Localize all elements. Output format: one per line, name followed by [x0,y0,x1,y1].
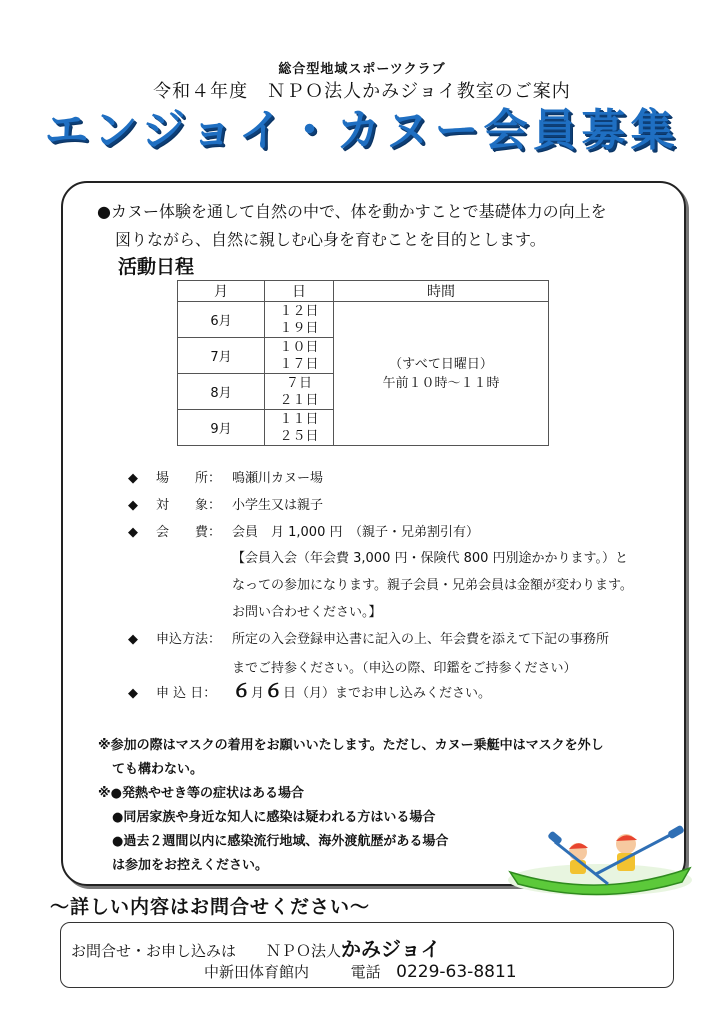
table-header-row [178,281,549,302]
notice-line: ●過去２週間以内に感染流行地域、海外渡航歴がある場合 [112,834,449,849]
header-day: 日 [265,281,334,302]
month-cell: 8月 [178,374,265,410]
deadline-day: ６ [264,680,284,702]
diamond-bullet-icon: ◆ [128,498,138,513]
time-note: （すべて日曜日） [389,356,493,372]
deadline-rest: 日（月）までお申し込みください。 [283,686,492,701]
time-range: 午前１０時～１１時 [382,375,500,391]
month-cell: 9月 [178,410,265,446]
header-time: 時間 [334,281,549,302]
fee-note [232,545,672,626]
diamond-bullet-icon: ◆ [128,471,138,486]
apply-label: 申込方法： [156,632,222,647]
deadline-month: ６ [232,680,252,702]
notice-line: ●同居家族や身近な知人に感染は疑われる方はいる場合 [112,810,436,825]
time-cell [334,302,549,446]
day-value: １２日 [279,303,319,319]
days-cell [265,302,334,338]
day-value: １９日 [279,320,319,336]
fee-row [128,524,479,542]
diamond-bullet-icon: ◆ [128,525,138,540]
deadline-month-unit: 月 [251,686,265,701]
day-value: １０日 [279,339,319,355]
month-cell: 6月 [178,302,265,338]
day-value: ２５日 [279,428,319,444]
place-row [128,470,323,488]
phone-label: 電話 [350,963,381,981]
contact-line-1 [71,933,441,962]
schedule-title: 活動日程 [118,256,195,278]
header-month: 月 [178,281,265,302]
days-cell [265,410,334,446]
contact-heading: ～詳しい内容はお問合せください～ [50,896,371,918]
fee-value: 会員 月 1,000 円 （親子・兄弟割引有） [232,525,479,540]
day-value: １１日 [279,411,319,427]
day-value: ２１日 [279,392,319,408]
diamond-bullet-icon: ◆ [128,686,138,701]
contact-box [60,922,674,988]
page-title: エンジョイ・カヌー会員募集 [44,105,680,156]
club-name: 総合型地域スポーツクラブ [278,62,446,77]
brand-name: かみジョイ [341,937,441,961]
schedule-table [177,280,549,446]
day-value: ７日 [285,375,312,391]
target-row [128,497,323,515]
apply-continued: までご持参ください。（申込の際、印鑑をご持参ください） [232,661,577,676]
place-label: 場 所： [156,471,222,486]
apply-row [128,631,609,649]
phone-number: 0229-63-8811 [396,962,517,982]
notice-line: は参加をお控えください。 [112,858,269,873]
contact-line-2 [204,961,517,982]
canoe-illustration-icon [500,822,700,900]
fee-note-line: 【会員入会（年会費 3,000 円・保険代 800 円別途かかります。）と [232,551,629,566]
purpose-text [97,198,687,254]
notice-line: ※参加の際はマスクの着用をお願いいたします。ただし、カヌー乗艇中はマスクを外し [98,738,604,753]
diamond-bullet-icon: ◆ [128,632,138,647]
location: 中新田体育館内 [204,963,310,981]
month-cell: 7月 [178,338,265,374]
notice-line: ※●発熱やせき等の症状はある場合 [98,786,304,801]
notice-line: ても構わない。 [112,762,204,777]
place-value: 鳴瀬川カヌー場 [232,471,324,486]
deadline-row [128,682,491,703]
intro-title: 令和４年度 ＮＰＯ法人かみジョイ教室のご案内 [153,81,571,102]
target-label: 対 象： [156,498,222,513]
deadline-label: 申 込 日： [156,686,217,701]
days-cell [265,374,334,410]
day-value: １７日 [279,356,319,372]
fee-note-line: お問い合わせください。】 [232,605,382,620]
target-value: 小学生又は親子 [232,498,324,513]
purpose-line-1: ●カヌー体験を通して自然の中で、体を動かすことで基礎体力の向上を [97,202,607,221]
fee-note-line: なっての参加になります。親子会員・兄弟会員は金額が変わります。 [232,578,633,593]
fee-label: 会 費： [156,525,222,540]
apply-value: 所定の入会登録申込書に記入の上、年会費を添えて下記の事務所 [232,632,610,647]
contact-prefix: お問合せ・お申し込みは ＮＰＯ法人 [71,942,342,960]
table-row [178,302,549,338]
days-cell [265,338,334,374]
purpose-line-2: 図りながら、自然に親しむ心身を育むことを目的とします。 [115,230,546,249]
